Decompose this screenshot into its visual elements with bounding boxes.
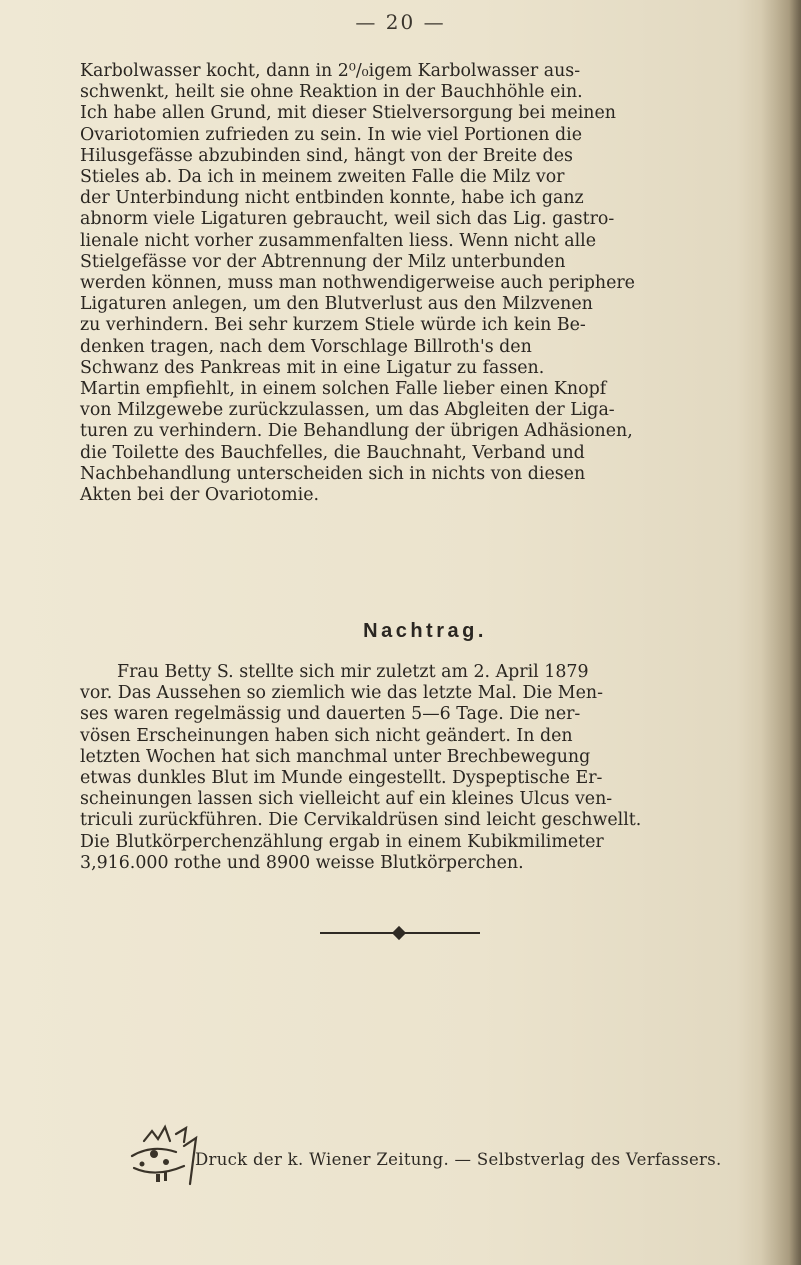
divider-ornament (320, 928, 480, 938)
text-line: zu verhindern. Bei sehr kurzem Stiele würde ich kein Be- (80, 315, 586, 336)
text-line: von Milzgewebe zurückzulassen, um das Abgleiten der Liga- (80, 400, 615, 421)
text-line: Schwanz des Pankreas mit in eine Ligatur zu fassen. (80, 357, 545, 378)
text-line: scheinungen lassen sich vielleicht auf ein kleines Ulcus ven- (80, 789, 613, 810)
text-line: Hilusgefässe abzubinden sind, hängt von der Breite des (80, 145, 573, 166)
text-line: Die Blutkörperchenzählung ergab in einem Kubikmilimeter (80, 831, 604, 852)
text-line: Ovariotomien zufrieden zu sein. In wie viel Portionen die (80, 124, 583, 145)
section-heading: Nachtrag. (363, 620, 487, 642)
text-line: lienale nicht vorher zusammenfalten liess. Wenn nicht alle (80, 230, 597, 251)
text-line: Stielgefässe vor der Abtrennung der Milz unterbunden (80, 251, 566, 272)
text-line: Nachbehandlung unterscheiden sich in nichts von diesen (80, 463, 586, 484)
text-line: vösen Erscheinungen haben sich nicht geändert. In den (80, 725, 573, 746)
addendum-text-section (80, 662, 770, 874)
text-line: der Unterbindung nicht entbinden konnte, habe ich ganz (80, 188, 584, 209)
main-text-section (80, 61, 770, 506)
text-line: Stieles ab. Da ich in meinem zweiten Falle die Milz vor (80, 167, 565, 188)
text-line: ses waren regelmässig und dauerten 5—6 Tage. Die ner- (80, 704, 581, 725)
text-line: turen zu verhindern. Die Behandlung der übrigen Adhäsionen, (80, 421, 633, 442)
text-line: Martin empfiehlt, in einem solchen Falle lieber einen Knopf (80, 379, 607, 400)
text-line: triculi zurückführen. Die Cervikaldrüsen sind leicht geschwellt. (80, 810, 642, 831)
text-line: Frau Betty S. stellte sich mir zuletzt am 2. April 1879 (117, 662, 589, 682)
text-line: vor. Das Aussehen so ziemlich wie das letzte Mal. Die Men- (80, 683, 603, 704)
text-line: Akten bei der Ovariotomie. (80, 485, 320, 506)
text-line: denken tragen, nach dem Vorschlage Billroth's den (80, 336, 532, 357)
text-line: Karbolwasser kocht, dann in 2⁰/₀igem Karbolwasser aus- (80, 61, 581, 81)
text-line: werden können, muss man nothwendigerweise auch periphere (80, 273, 635, 294)
divider-diamond-icon (392, 926, 406, 940)
page-number: — 20 — (355, 10, 446, 34)
text-line: 3,916.000 rothe und 8900 weisse Blutkörperchen. (80, 852, 524, 873)
text-line: Ligaturen anlegen, um den Blutverlust aus den Milzvenen (80, 294, 593, 315)
printer-note: Druck der k. Wiener Zeitung. — Selbstverlag des Verfassers. (195, 1150, 722, 1169)
text-line: Ich habe allen Grund, mit dieser Stielversorgung bei meinen (80, 103, 616, 124)
text-line: schwenkt, heilt sie ohne Reaktion in der Bauchhöhle ein. (80, 82, 583, 103)
text-line: etwas dunkles Blut im Munde eingestellt. Dyspeptische Er- (80, 768, 603, 789)
text-line: letzten Wochen hat sich manchmal unter Brechbewegung (80, 746, 591, 767)
text-line: die Toilette des Bauchfelles, die Bauchnaht, Verband und (80, 442, 585, 463)
text-line: abnorm viele Ligaturen gebraucht, weil sich das Lig. gastro- (80, 209, 615, 230)
